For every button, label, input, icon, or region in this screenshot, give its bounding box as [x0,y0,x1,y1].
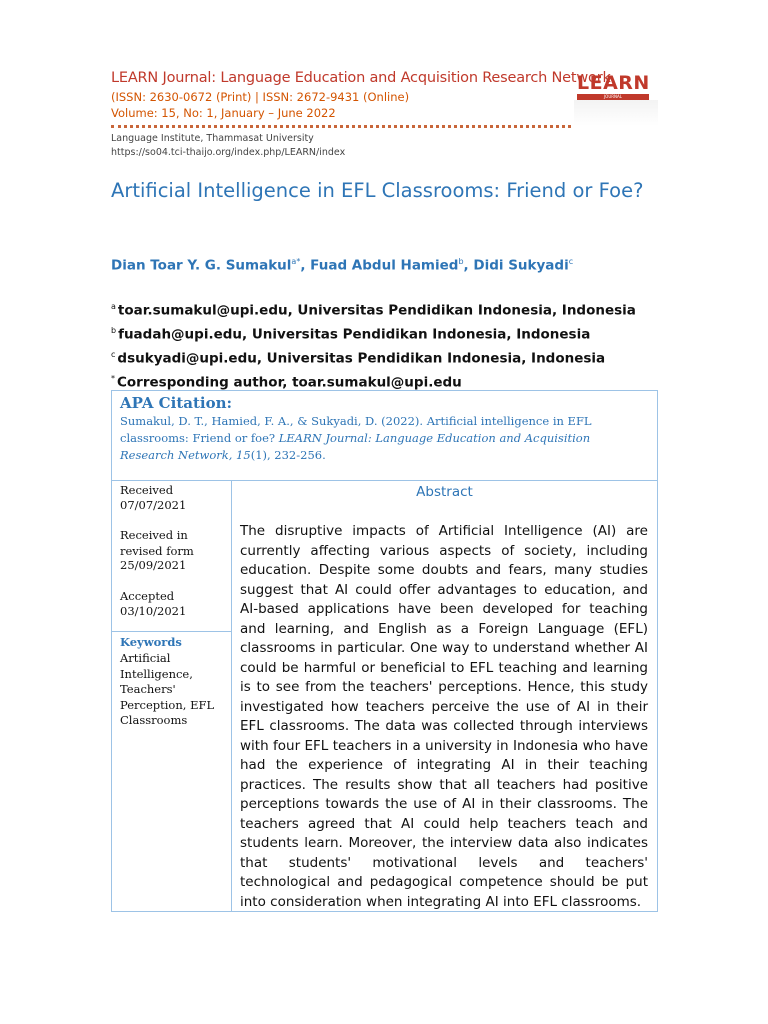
author-name: Didi Sukyadi [473,257,569,274]
volume-line: Volume: 15, No: 1, January – June 2022 [111,106,336,120]
affiliation-item [111,297,671,321]
row-divider [112,631,232,632]
citation-journal: LEARN Journal: Language Education and Acquisition Research Network, 15 [120,431,591,462]
revised-label: Received in revised form [120,528,194,558]
author-sup: c [568,257,574,266]
abstract-text: The disruptive impacts of Artificial Intelligence (AI) are currently affecting various aspects of society, including education. Despite some doubts and fears, many studies suggest that AI could offer advantages to education, and AI-based applications have been developed for teaching and learning, and English as a Foreign Language (EFL) classrooms in particular. One way to understand whether AI could be harmful or beneficial to EFL teaching and learning is to see from the teachers' perceptions. Hence, this study investigated how teachers perceive the use of AI in their EFL classrooms. The data was collected through interviews with four EFL teachers in a university in Indonesia who have had the experience of integrating AI in their teaching practices. The results show that all teachers had positive perceptions towards the use of AI in their classrooms. The teachers agreed that AI could help teachers teach and students learn. Moreover, the interview data also indicates that students' motivational levels and teachers' technological and pedagogical competence should be put into consideration when integrating AI into EFL classrooms. [240,523,648,910]
revised-date: 25/09/2021 [120,558,187,572]
affiliation-text: toar.sumakul@upi.edu, Universitas Pendidikan Indonesia, Indonesia [117,302,636,319]
affiliation-sup: b [111,326,117,335]
abstract-table [111,480,658,912]
affiliation-sup: a [111,302,116,311]
accepted-label: Accepted [120,589,175,603]
affiliation-item [111,345,671,369]
journal-title: LEARN Journal: Language Education and Acquisition Research Network [111,70,611,86]
apa-citation-box [111,390,658,481]
affiliation-text: dsukyadi@upi.edu, Universitas Pendidikan Indonesia, Indonesia [117,350,606,367]
affiliations [111,297,671,393]
citation-plain: Sumakul, D. T., Hamied, F. A., & Sukyadi, D. (2022). Artificial intelligence in EFL classrooms: Friend or foe? [120,414,592,445]
learn-logo [577,73,651,107]
issn-line: (ISSN: 2630-0672 (Print) | ISSN: 2672-9431 (Online) [111,90,410,104]
citation-heading: APA Citation: [120,394,233,412]
affiliation-item [111,321,671,345]
affiliation-sup: * [111,374,115,383]
affiliation-text: fuadah@upi.edu, Universitas Pendidikan Indonesia, Indonesia [118,326,591,343]
received-date: 07/07/2021 [120,498,187,512]
citation-text [120,413,645,464]
article-title: Artificial Intelligence in EFL Classrooms: Friend or Foe? [111,179,644,202]
abstract-heading: Abstract [416,484,473,500]
logo-text: LEARN [577,72,650,94]
column-divider [231,481,232,911]
institute-line: Language Institute, Thammasat University [111,133,314,144]
author-sup: a* [291,257,301,266]
keywords-heading: Keywords [120,635,182,649]
citation-issue: (1), 232-256. [250,448,326,462]
affiliation-sup: c [111,350,116,359]
journal-url[interactable]: https://so04.tci-thaijo.org/index.php/LEARN/index [111,147,346,158]
author-name: Fuad Abdul Hamied [310,257,459,274]
dotted-divider [111,125,571,131]
author-name: Dian Toar Y. G. Sumakul [111,257,292,274]
logo-subtitle: JOURNAL [577,94,649,100]
accepted-date: 03/10/2021 [120,604,187,618]
author-sup: b [458,257,464,266]
author-line: Dian Toar Y. G. Sumakul$^{a*}$, Fuad Abdul Hamied$^b$, Didi Sukyadi$^c$ [111,257,574,274]
keywords-list: Artificial Intelligence, Teachers' Perception, EFL Classrooms [120,651,215,727]
received-label: Received [120,483,174,497]
affiliation-text: Corresponding author, toar.sumakul@upi.edu [117,374,462,391]
